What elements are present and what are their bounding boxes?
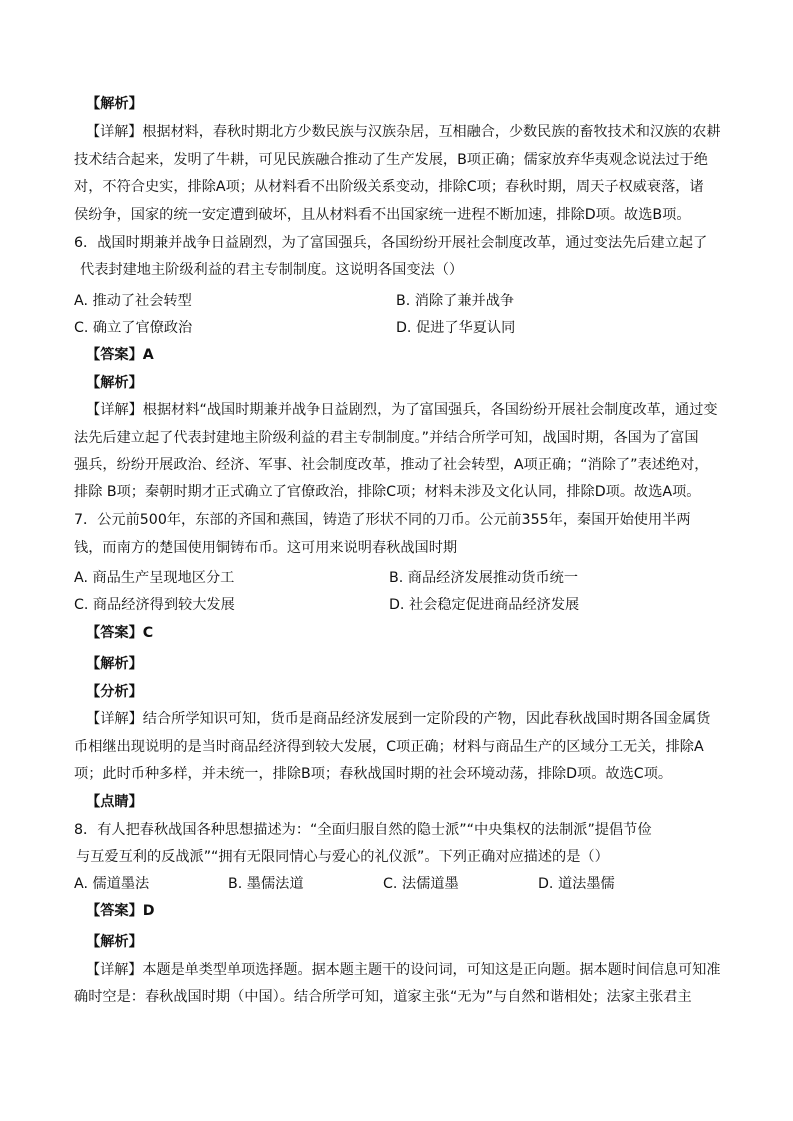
q5-detail-line-2: 技术结合起来，发明了牛耕，可见民族融合推动了生产发展，B项正确；儒家放弃华夷观念说法过于绝: [74, 152, 708, 168]
q6-option-d: D. 促进了华夏认同: [396, 320, 516, 336]
q7-option-c: C. 商品经济得到较大发展: [74, 597, 235, 613]
q7-analysis2-label: 【分析】: [86, 684, 143, 700]
q5-detail-line-3: 对，不符合史实，排除A项；从材料看不出阶级关系变动，排除C项；春秋时期，周天子权威衰落，诸: [74, 179, 704, 195]
q7-analysis-label: 【解析】: [86, 656, 143, 672]
q6-detail-line-1: 【详解】根据材料“战国时期兼并战争日益剧烈，为了富国强兵，各国纷纷开展社会制度改革，通过变: [86, 402, 718, 418]
q7-detail-line-2: 币相继出现说明的是当时商品经济得到较大发展，C项正确；材料与商品生产的区域分工无关，排除A: [74, 739, 704, 755]
q8-option-b: B. 墨儒法道: [228, 876, 304, 892]
q7-option-d: D. 社会稳定促进商品经济发展: [389, 597, 580, 613]
q7-stem-line-2: 钱，而南方的楚国使用铜铸布币。这可用来说明春秋战国时期: [74, 540, 458, 556]
q5-detail-line-1: 【详解】根据材料，春秋时期北方少数民族与汉族杂居，互相融合，少数民族的畜牧技术和汉族的农耕: [86, 124, 721, 140]
q7-points-label: 【点睛】: [86, 794, 143, 810]
q8-detail-line-2: 确时空是：春秋战国时期（中国）。结合所学可知，道家主张“无为”与自然和谐相处；法家主张君主: [74, 989, 692, 1005]
q8-detail-line-1: 【详解】本题是单类型单项选择题。据本题主题干的设问词，可知这是正向题。据本题时间信息可知准: [86, 962, 721, 978]
q6-stem-line-2: 代表封建地主阶级利益的君主专制制度。这说明各国变法（）: [80, 262, 464, 278]
q5-detail-line-4: 侯纷争，国家的统一安定遭到破坏，且从材料看不出国家统一进程不断加速，排除D项。故选B项。: [74, 207, 691, 223]
q6-option-c: C. 确立了官僚政治: [74, 320, 193, 336]
q8-option-c: C. 法儒道墨: [383, 876, 459, 892]
q6-answer: 【答案】A: [86, 347, 154, 363]
q8-stem-line-1: 8．有人把春秋战国各种思想描述为：“全面归服自然的隐士派”“中央集权的法制派”提倡节俭: [74, 822, 652, 838]
q8-stem-line-2: 与互爱互利的反战派”“拥有无限同情心与爱心的礼仪派”。下列正确对应描述的是（）: [76, 849, 609, 865]
q7-detail-line-1: 【详解】结合所学知识可知，货币是商品经济发展到一定阶段的产物，因此春秋战国时期各国金属货: [86, 711, 711, 727]
q7-option-b: B. 商品经济发展推动货币统一: [389, 570, 579, 586]
q8-analysis-label: 【解析】: [86, 934, 143, 950]
q6-analysis-label: 【解析】: [86, 375, 143, 391]
q7-stem-line-1: 7．公元前500年，东部的齐国和燕国，铸造了形状不同的刀币。公元前355年，秦国开始使用半两: [74, 512, 691, 528]
q7-answer: 【答案】C: [86, 625, 154, 641]
q6-detail-line-2: 法先后建立起了代表封建地主阶级利益的君主专制制度。”并结合所学可知，战国时期，各国为了富国: [74, 430, 699, 446]
q6-option-b: B. 消除了兼并战争: [396, 293, 515, 309]
q7-detail-line-3: 项；此时币种多样，并未统一，排除B项；春秋战国时期的社会环境动荡，排除D项。故选C项。: [74, 766, 673, 782]
q6-stem-line-1: 6．战国时期兼并战争日益剧烈，为了富国强兵，各国纷纷开展社会制度改革，通过变法先后建立起了: [74, 235, 708, 251]
q7-option-a: A. 商品生产呈现地区分工: [74, 570, 235, 586]
q6-detail-line-3: 强兵，纷纷开展政治、经济、军事、社会制度改革，推动了社会转型，A项正确；“消除了”表述绝对，: [74, 457, 709, 473]
q6-option-a: A. 推动了社会转型: [74, 293, 192, 309]
q8-answer: 【答案】D: [86, 903, 155, 919]
q8-option-d: D. 道法墨儒: [538, 876, 615, 892]
q5-analysis-label: 【解析】: [86, 96, 143, 112]
q6-detail-line-4: 排除 B项；秦朝时期才正式确立了官僚政治，排除C项；材料未涉及文化认同，排除D项。故选A项。: [74, 484, 701, 500]
q8-option-a: A. 儒道墨法: [74, 876, 150, 892]
